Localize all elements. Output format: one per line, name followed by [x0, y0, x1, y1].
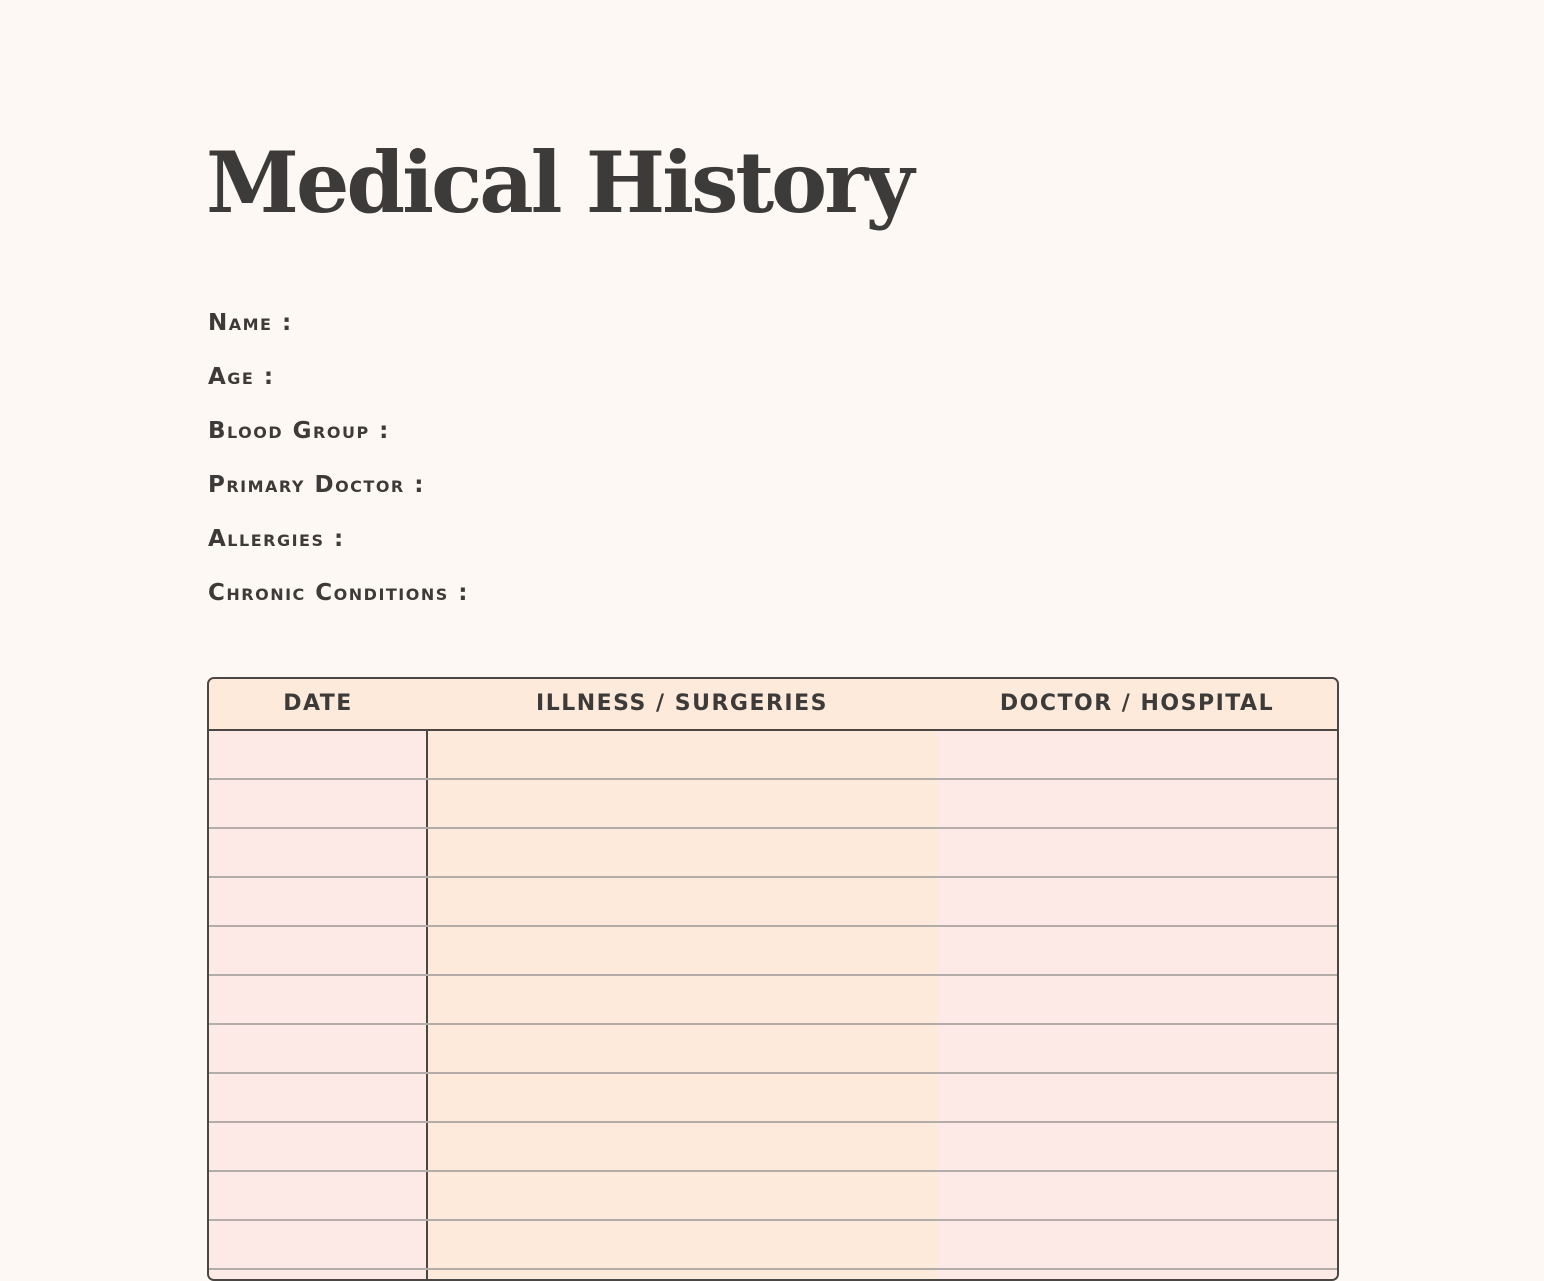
page-title: Medical History	[206, 133, 912, 232]
date-column	[209, 731, 426, 1281]
table-row[interactable]	[209, 1170, 1337, 1172]
table-row[interactable]	[209, 1268, 1337, 1270]
blood-group-field-label[interactable]: Blood Group :	[208, 418, 390, 444]
table-row[interactable]	[209, 1072, 1337, 1074]
table-row[interactable]	[209, 1023, 1337, 1025]
table-body	[209, 731, 1337, 1281]
medical-history-table	[207, 677, 1339, 1281]
doctor-hospital-column	[938, 731, 1338, 1281]
chronic-conditions-field-label[interactable]: Chronic Conditions :	[208, 580, 469, 606]
age-field-label[interactable]: Age :	[208, 364, 275, 390]
table-row[interactable]	[209, 1219, 1337, 1221]
column-header-date: DATE	[283, 691, 353, 716]
column-header-doctor-hospital: DOCTOR / HOSPITAL	[999, 691, 1275, 716]
patient-info-fields	[208, 306, 469, 630]
name-field-label[interactable]: Name :	[208, 310, 293, 336]
table-row[interactable]	[209, 876, 1337, 878]
allergies-field-label[interactable]: Allergies :	[208, 526, 345, 552]
table-row[interactable]	[209, 925, 1337, 927]
column-header-illness-surgeries: ILLNESS / SURGERIES	[536, 691, 828, 716]
illness-surgeries-column	[426, 731, 940, 1281]
table-row[interactable]	[209, 974, 1337, 976]
primary-doctor-field-label[interactable]: Primary Doctor :	[208, 472, 425, 498]
table-row[interactable]	[209, 778, 1337, 780]
table-row[interactable]	[209, 1121, 1337, 1123]
table-header	[209, 679, 1337, 731]
table-row[interactable]	[209, 827, 1337, 829]
